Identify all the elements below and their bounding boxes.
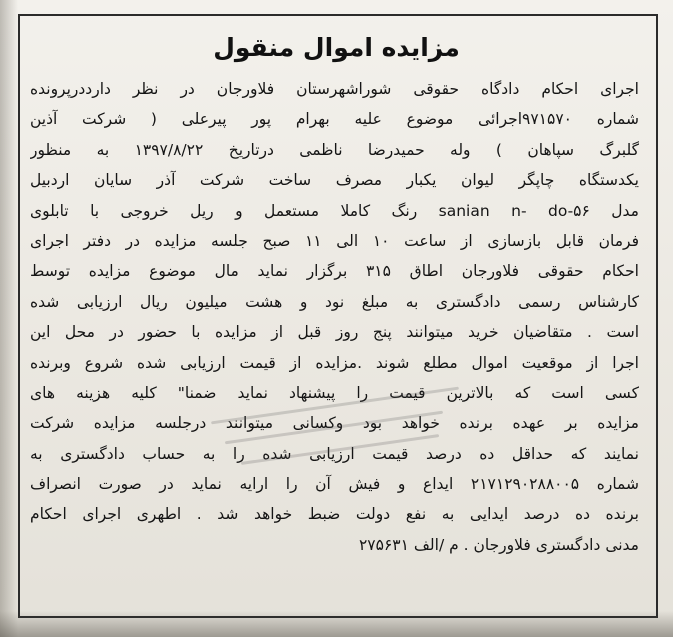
notice-title: مزایده اموال منقول (213, 33, 460, 62)
page-shadow-left (0, 0, 18, 637)
notice-line: مزایده بر عهده برنده خواهد بود وکسانی میتوانند درجلسه مزایده شرکت (30, 414, 639, 433)
notice-line: است . متقاضیان خرید میتوانند پنج روز قبل از مزایده با حضور در محل این (30, 323, 639, 342)
notice-line: شماره ۹۷۱۵۷۰اجرائی موضوع علیه بهرام پور پیرعلی ( شرکت آذین (30, 110, 639, 129)
notice-line: یکدستگاه چاپگر لیوان یکبار مصرف ساخت شرکت آذر سایان اردبیل (30, 171, 639, 190)
notice-line: مدل sanian n- do-۵۶ رنگ کاملا مستعمل و ریل خروجی با تابلوی (30, 201, 639, 220)
notice-body (30, 74, 639, 560)
notice-line: کارشناس رسمی دادگستری به مبلغ نود و هشت میلیون ریال ارزیابی شده (30, 292, 639, 311)
notice-line: اجرای احکام دادگاه حقوقی شوراشهرستان فلاورجان در نظر دارددرپرونده (30, 80, 639, 98)
notice-line: کسی است که بالاترین قیمت را پیشنهاد نماید ضمنا" کلیه هزینه های (30, 383, 639, 402)
notice-line: شماره ۲۱۷۱۲۹۰۲۸۸۰۰۵ ایداع و فیش آن را ارایه نماید در صورت انصراف (30, 475, 639, 494)
page-shadow-bottom (0, 611, 673, 637)
notice-line: مدنی دادگستری فلاورجان . م /الف ۲۷۵۶۳۱ (358, 535, 639, 554)
notice-line: نمایند که حداقل ده درصد قیمت ارزیابی شده را به حساب دادگستری به (30, 444, 639, 463)
notice-line: فرمان قابل بازسازی از ساعت ۱۰ الی ۱۱ صبح جلسه مزایده در دفتر اجرای (30, 231, 639, 250)
notice-line: گلبرگ سپاهان ) وله حمیدرضا ناظمی درتاریخ ۱۳۹۷/۸/۲۲ به منظور (30, 140, 639, 159)
notice-line: اجرا از موقعیت اموال مطلع شوند .مزایده از قیمت ارزیابی شده شروع وبرنده (30, 353, 639, 372)
notice-line: احکام حقوقی فلاورجان اطاق ۳۱۵ برگزار نماید مال موضوع مزایده توسط (30, 262, 639, 281)
notice-line: برنده ده درصد ایدایی به نفع دولت ضبط خواهد شد . اطهری اجرای احکام (30, 505, 639, 524)
